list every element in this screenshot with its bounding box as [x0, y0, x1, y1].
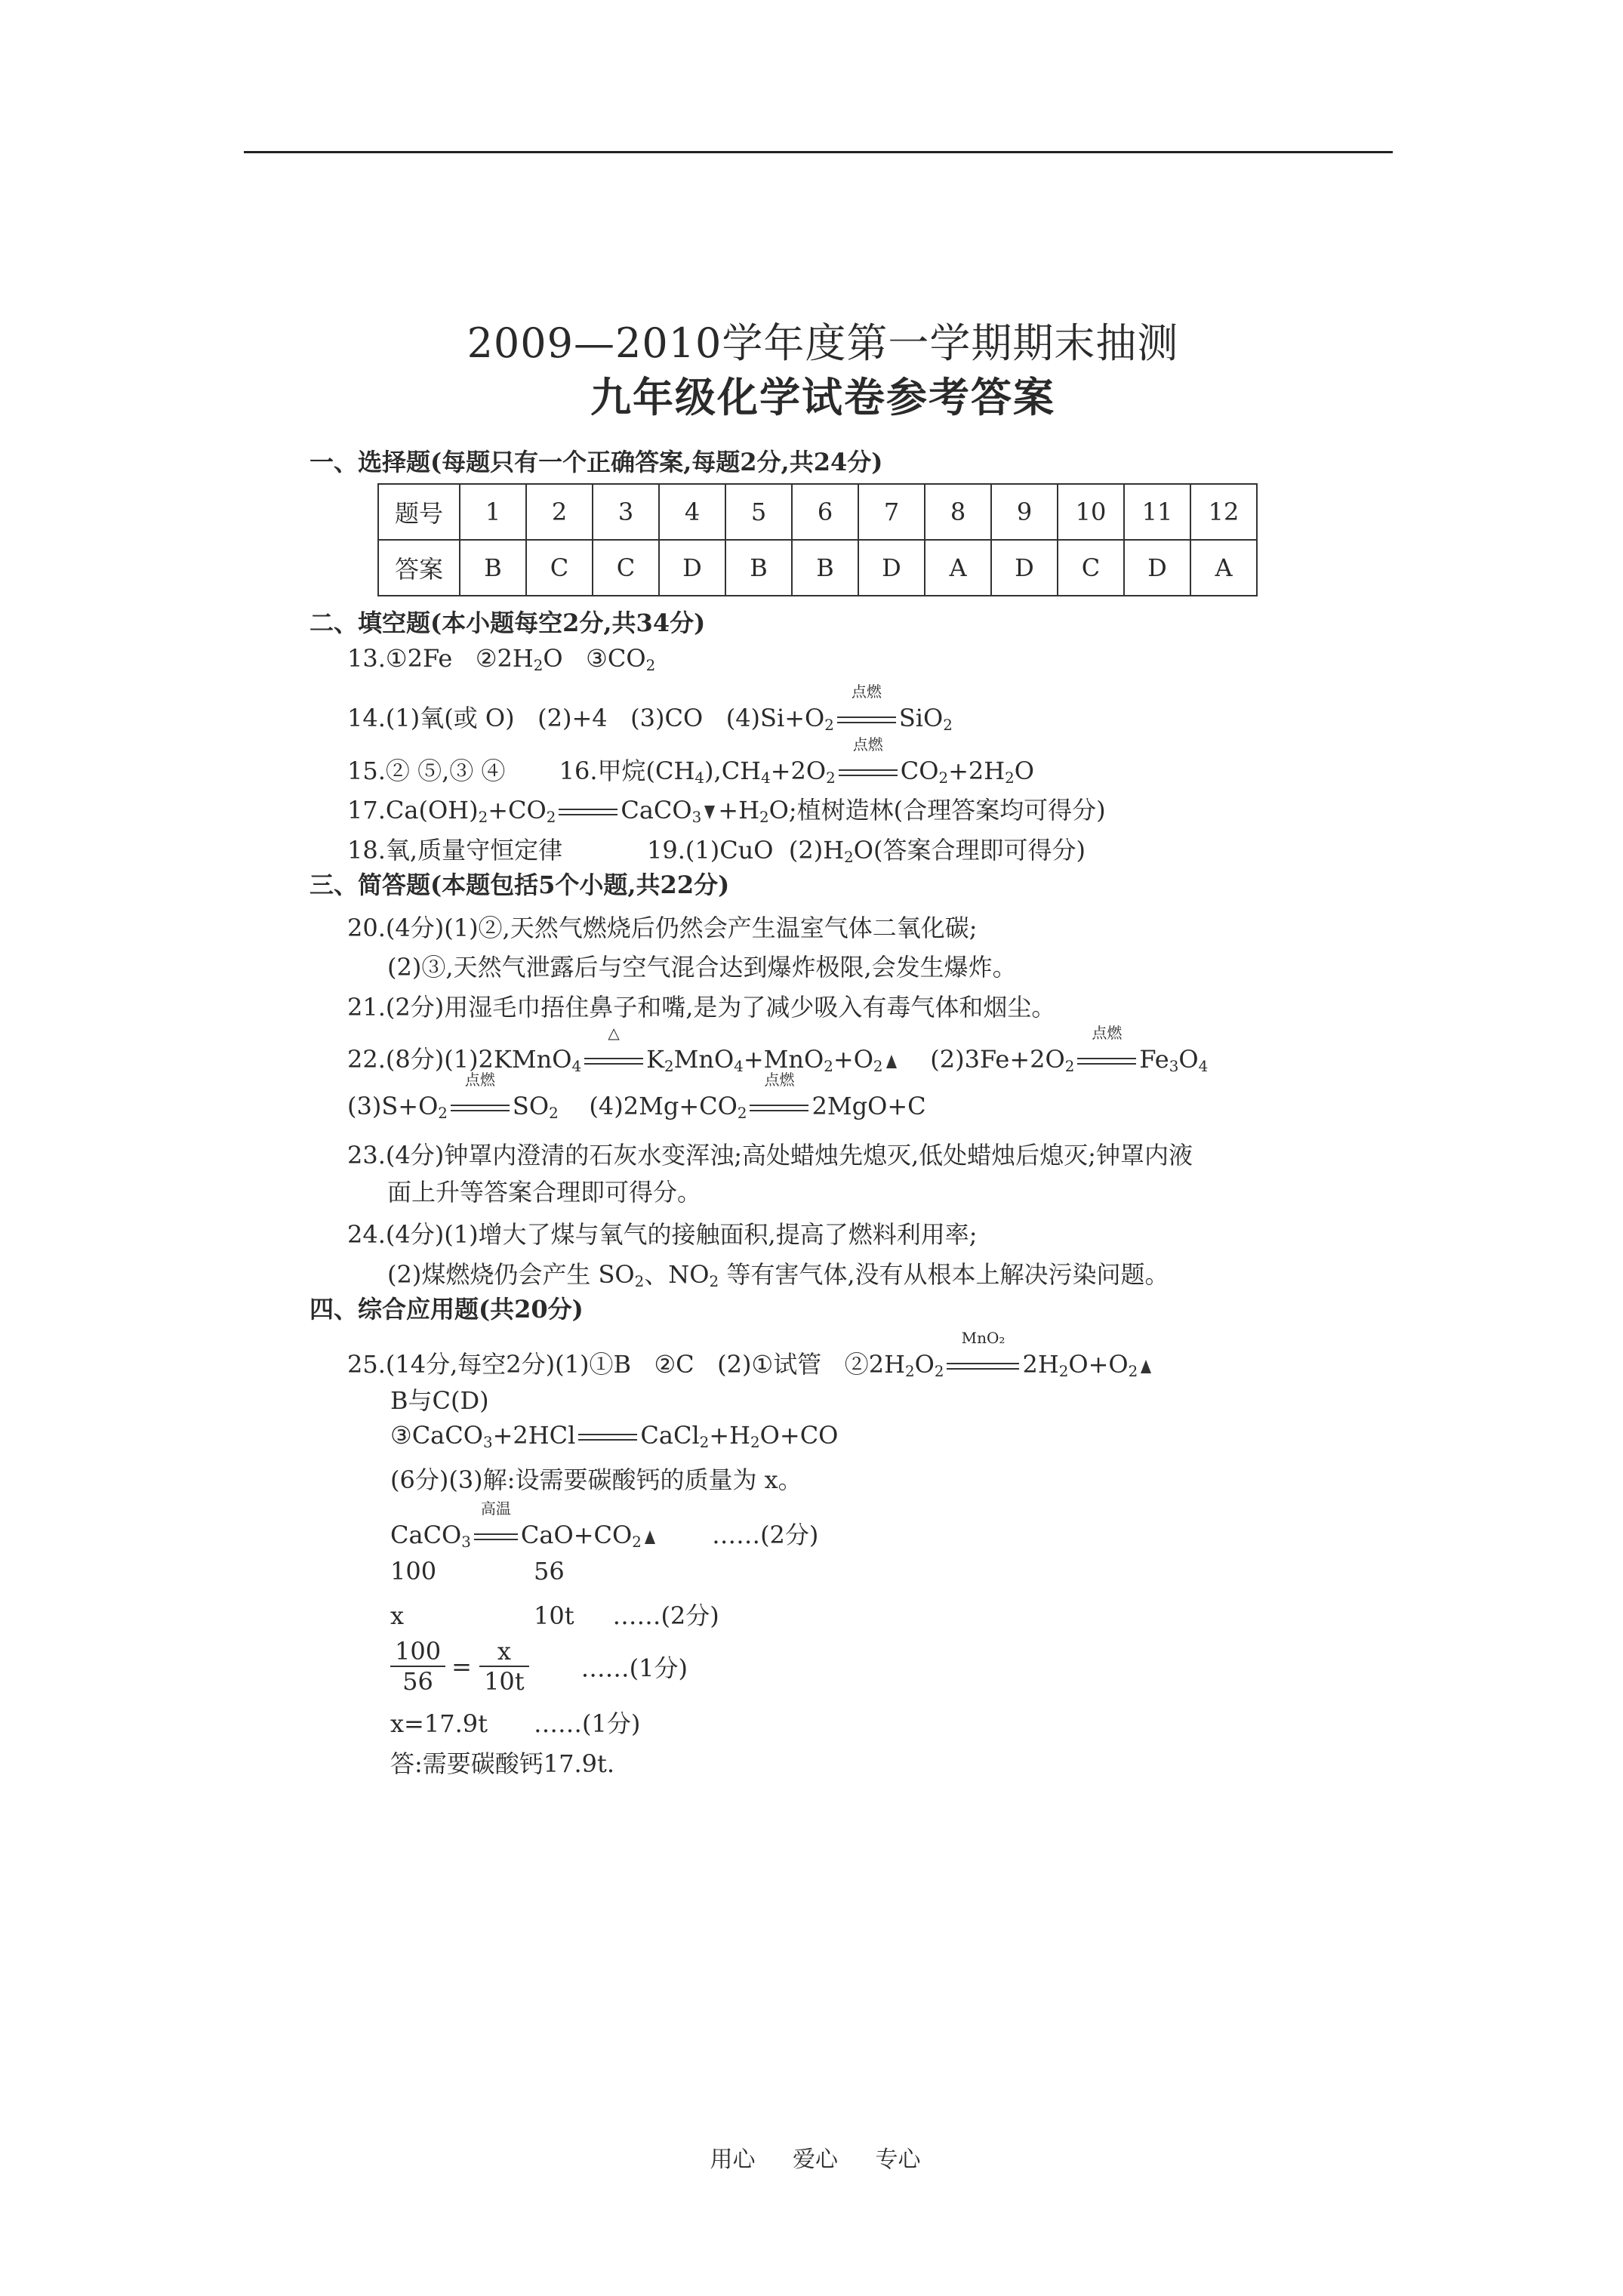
reaction-condition: 点燃 [834, 704, 899, 732]
precipitate-arrow-icon [704, 806, 715, 819]
answer-cell: D [991, 540, 1058, 596]
gas-arrow-icon [645, 1530, 655, 1544]
question-number-cell: 5 [725, 484, 792, 540]
question-number-cell: 7 [858, 484, 925, 540]
answer-cell: A [925, 540, 991, 596]
question-number-cell: 9 [991, 484, 1058, 540]
answer-18-19: 18.氧,质量守恒定律 19.(1)CuO $(2)H_2O$(答案合理即可得分) [347, 836, 1086, 866]
table-row-question-numbers [378, 484, 1257, 540]
answer-22-line2: $(3)S+O_2$ 点燃 $SO_2$ $(4)2Mg+CO_2$ 点燃 2MgO+C [347, 1071, 926, 1122]
answer-20-line2: (2)③,天然气泄露后与空气混合达到爆炸极限,会发生爆炸。 [387, 953, 1017, 982]
answer-23-line1: 23.(4分)钟罩内澄清的石灰水变浑浊;高处蜡烛先熄灭,低处蜡烛后熄灭;钟罩内液 [347, 1141, 1193, 1170]
section-1-heading: 一、选择题(每题只有一个正确答案,每题2分,共24分) [310, 448, 883, 476]
answer-25-line4: (6分)(3)解:设需要碳酸钙的质量为 x。 [390, 1465, 802, 1494]
answer-cell: D [858, 540, 925, 596]
answer-13: 13.①2Fe $②2H_2O$ $③CO_2$ [347, 644, 656, 674]
answer-cell: C [1058, 540, 1124, 596]
calc-equation: CaCO$_3$ 高温 $CaO+CO_2$ ……(2分) [390, 1499, 819, 1551]
answer-21: 21.(2分)用湿毛巾捂住鼻子和嘴,是为了减少吸入有毒气体和烟尘。 [347, 993, 1056, 1022]
calc-result: x=17.9t ……(1分) [390, 1709, 641, 1738]
table-header-q: 题号 [378, 484, 460, 540]
answer-cell: B [725, 540, 792, 596]
question-number-cell: 12 [1190, 484, 1257, 540]
section-3-heading: 三、简答题(本题包括5个小题,共22分) [310, 871, 730, 899]
calc-molar-masses: 100 56 [390, 1557, 565, 1586]
header-rule [244, 151, 1393, 153]
answer-25-line2: B与C(D) [390, 1386, 489, 1415]
question-number-cell: 8 [925, 484, 991, 540]
answer-22-line1: 22.(8分)(1)2KMnO$_4$ △ $K_2MnO_4+MnO_2+O_2$ $(2)3Fe+2O_2$ 点燃 $Fe_3O_4$ [347, 1024, 1209, 1075]
gas-arrow-icon [1141, 1360, 1151, 1373]
document-title: 2009—2010学年度第一学期期末抽测 [467, 319, 1179, 367]
answer-cell: B [460, 540, 526, 596]
question-number-cell: 1 [460, 484, 526, 540]
page-footer: 用心 爱心 专心 [710, 2147, 921, 2173]
answer-cell: D [659, 540, 725, 596]
answer-14: 14.(1)氧(或 O) (2)+4 (3)CO $(4)Si+O_2$ 点燃 SiO$_2$ [347, 683, 953, 734]
calc-unknowns: x 10t ……(2分) [390, 1601, 719, 1630]
question-number-cell: 2 [526, 484, 593, 540]
answer-20-line1: 20.(4分)(1)②,天然气燃烧后仍然会产生温室气体二氧化碳; [347, 914, 978, 942]
calc-answer: 答:需要碳酸钙17.9t. [390, 1749, 615, 1778]
document-subtitle: 九年级化学试卷参考答案 [590, 373, 1055, 421]
answer-25-line3: ③CaCO$_3$+2HCl $CaCl_2+H_2O+CO$ [390, 1421, 839, 1451]
answer-cell: C [526, 540, 593, 596]
table-row-answers [378, 540, 1257, 596]
answer-cell: B [792, 540, 858, 596]
answer-cell: C [593, 540, 659, 596]
answer-23-line2: 面上升等答案合理即可得分。 [387, 1178, 702, 1207]
question-number-cell: 3 [593, 484, 659, 540]
answer-cell: A [1190, 540, 1257, 596]
question-number-cell: 10 [1058, 484, 1124, 540]
answer-25-line1: 25.(14分,每空2分)(1)①B ②C (2)①试管 $②2H_2O_2$ MnO₂ $2H_2O+O_2$ [347, 1345, 1154, 1380]
section-2-heading: 二、填空题(本小题每空2分,共34分) [310, 609, 706, 637]
answer-24-line1: 24.(4分)(1)增大了煤与氧气的接触面积,提高了燃料利用率; [347, 1220, 978, 1249]
answer-15-16: 15.② ⑤,③ ④ 16.甲烷$(CH_4),CH_4+2O_2$ 点燃 $CO_2+2H_2O$ [347, 735, 1035, 787]
answer-cell: D [1124, 540, 1190, 596]
calc-proportion: $\frac{100}{56}$ = $\frac{x}{10t}$ ……(1分) [390, 1637, 688, 1697]
answer-24-line2: (2)煤燃烧仍会产生 $SO_2$、$NO_2$ 等有害气体,没有从根本上解决污染问题。 [387, 1260, 1169, 1290]
reaction-condition: 点燃 [836, 757, 901, 785]
question-number-cell: 11 [1124, 484, 1190, 540]
question-number-cell: 4 [659, 484, 725, 540]
question-number-cell: 6 [792, 484, 858, 540]
answer-17: $17.Ca(OH)_2+CO_2$ CaCO$_3$ $+H_2O$;植树造林(合理答案均可得分) [347, 796, 1106, 826]
gas-arrow-icon [886, 1055, 897, 1068]
table-header-a: 答案 [378, 540, 460, 596]
answer-table [377, 483, 1258, 596]
section-4-heading: 四、综合应用题(共20分) [310, 1295, 584, 1324]
